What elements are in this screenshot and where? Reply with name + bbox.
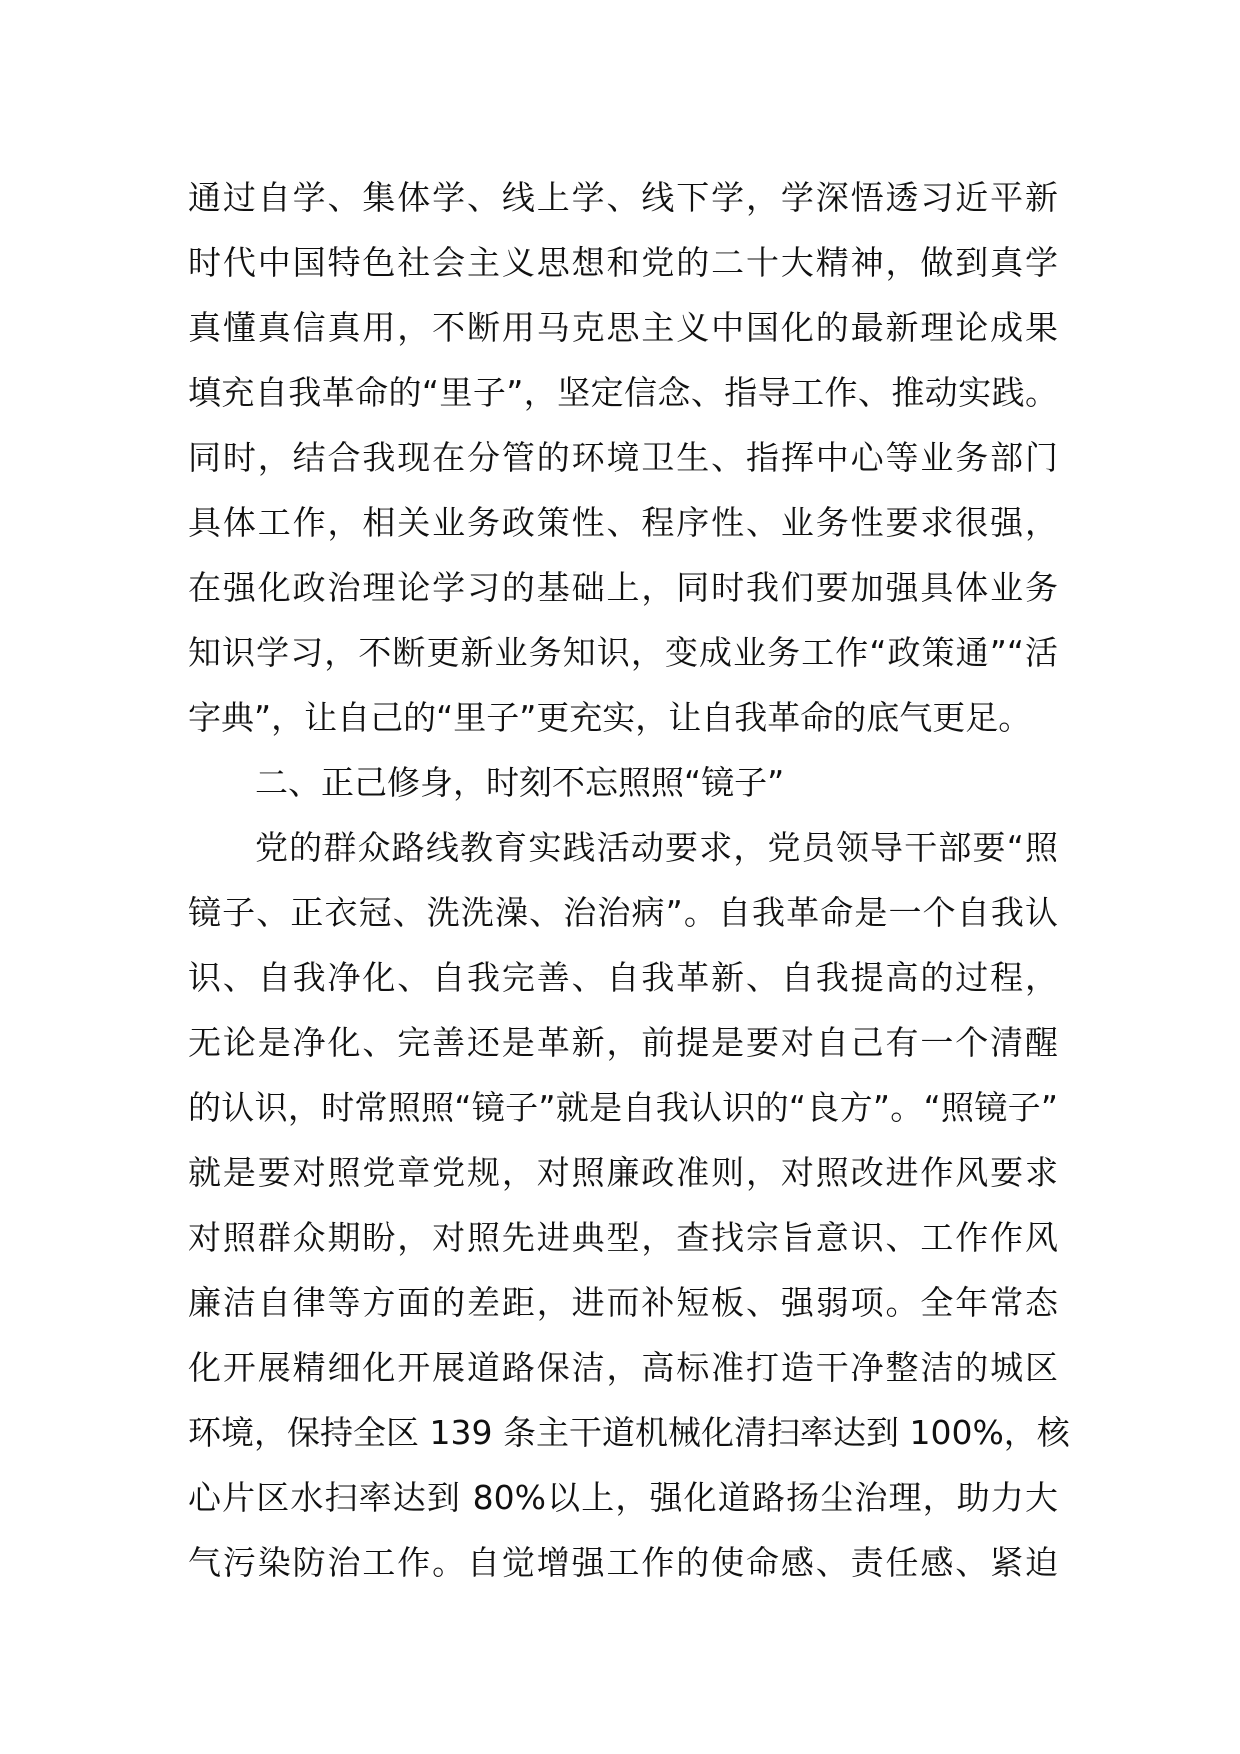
text-line: 知识学习，不断更新业务知识，变成业务工作“政策通”“活	[188, 633, 1058, 672]
text-line: 真懂真信真用，不断用马克思主义中国化的最新理论成果	[188, 308, 1058, 347]
text-line: 识、自我净化、自我完善、自我革新、自我提高的过程，	[188, 958, 1058, 997]
text-line: 通过自学、集体学、线上学、线下学，学深悟透习近平新	[188, 178, 1058, 217]
text-line: 环境，保持全区 139 条主干道机械化清扫率达到 100%，核	[188, 1413, 1070, 1452]
text-line: 字典”，让自己的“里子”更充实，让自我革命的底气更足。	[188, 698, 1032, 737]
text-line: 时代中国特色社会主义思想和党的二十大精神，做到真学	[188, 243, 1058, 282]
text-line: 无论是净化、完善还是革新，前提是要对自己有一个清醒	[188, 1023, 1058, 1062]
section-heading: 二、正己修身，时刻不忘照照“镜子”	[255, 763, 785, 802]
text-line: 气污染防治工作。自觉增强工作的使命感、责任感、紧迫	[188, 1543, 1058, 1582]
text-line: 廉洁自律等方面的差距，进而补短板、强弱项。全年常态	[188, 1283, 1058, 1322]
text-line: 就是要对照党章党规，对照廉政准则，对照改进作风要求	[188, 1153, 1058, 1192]
text-line: 化开展精细化开展道路保洁，高标准打造干净整洁的城区	[188, 1348, 1058, 1387]
text-line: 填充自我革命的“里子”，坚定信念、指导工作、推动实践。	[188, 373, 1058, 412]
text-line: 党的群众路线教育实践活动要求，党员领导干部要“照	[255, 828, 1058, 867]
text-line: 具体工作，相关业务政策性、程序性、业务性要求很强，	[188, 503, 1058, 542]
text-line: 心片区水扫率达到 80%以上，强化道路扬尘治理，助力大	[188, 1478, 1058, 1517]
text-line: 的认识，时常照照“镜子”就是自我认识的“良方”。“照镜子”	[188, 1088, 1058, 1127]
body-text	[188, 165, 1070, 1595]
text-line: 对照群众期盼，对照先进典型，查找宗旨意识、工作作风	[188, 1218, 1058, 1257]
text-line: 镜子、正衣冠、洗洗澡、治治病”。自我革命是一个自我认	[188, 893, 1058, 932]
text-line: 在强化政治理论学习的基础上，同时我们要加强具体业务	[188, 568, 1058, 607]
text-line: 同时，结合我现在分管的环境卫生、指挥中心等业务部门	[188, 438, 1058, 477]
